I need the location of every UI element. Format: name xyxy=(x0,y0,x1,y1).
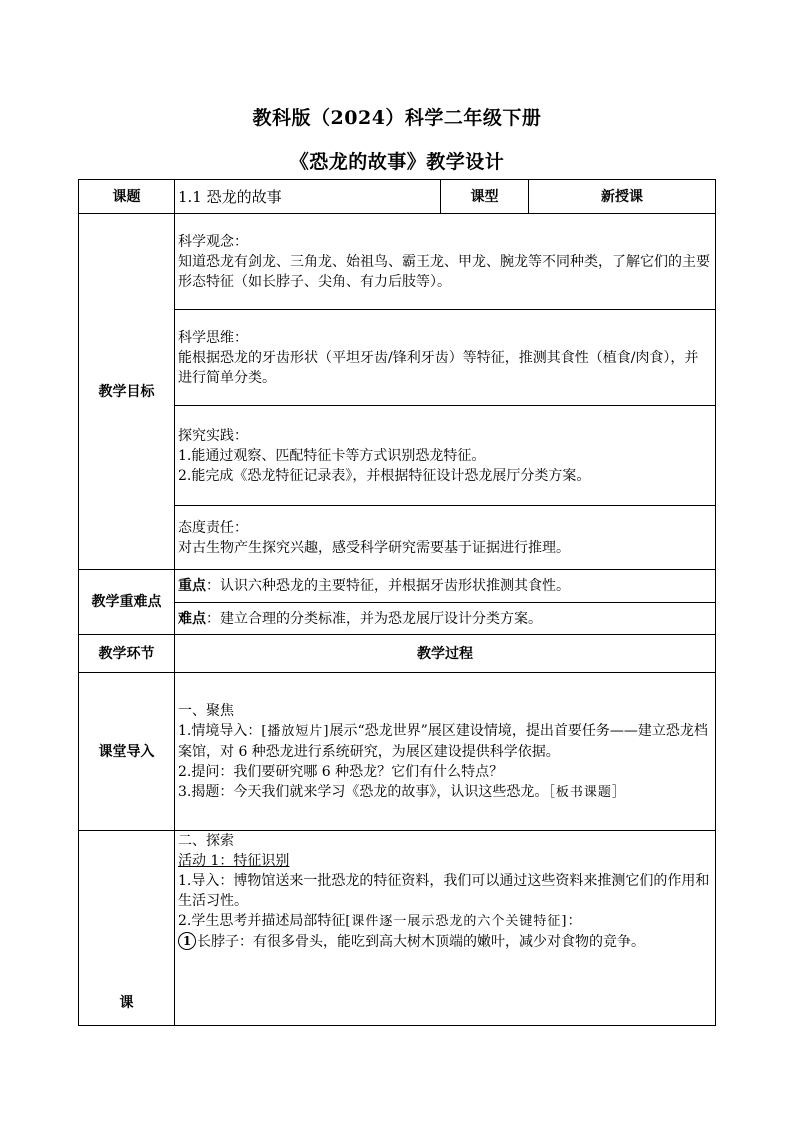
intro-content xyxy=(175,673,716,831)
intro-heading: 一、聚焦 xyxy=(178,702,234,719)
objective-row-practice xyxy=(79,406,716,506)
topic-label: 课题 xyxy=(79,180,175,214)
objective-row-attitude xyxy=(79,506,716,570)
circled-number-icon: 1 xyxy=(178,932,196,950)
key-point-text: ：认识六种恐龙的主要特征，并根据牙齿形状推测其食性。 xyxy=(206,578,570,594)
key-point-prefix: 重点 xyxy=(178,578,206,594)
objective-heading: 科学观念： xyxy=(178,233,248,250)
objective-line: 2.能完成《恐龙特征记录表》，并根据特征设计恐龙展厅分类方案。 xyxy=(178,467,591,484)
objectives-label: 教学目标 xyxy=(79,214,175,570)
difficulty-row xyxy=(79,603,716,635)
objective-heading: 态度责任： xyxy=(178,519,248,536)
intro-item-3 xyxy=(178,782,712,803)
objective-heading: 科学思维： xyxy=(178,329,248,346)
explore-item-1: 1.导入：博物馆送来一批恐龙的特征资料，我们可以通过这些资料来推测它们的作用和生活习性。 xyxy=(178,873,710,909)
intro-item-1-prefix: 1.情境导入： xyxy=(178,722,262,739)
intro-row xyxy=(79,673,716,831)
explore-content xyxy=(175,831,716,1026)
objective-attitude xyxy=(175,506,716,570)
key-points-label: 教学重难点 xyxy=(79,570,175,635)
difficulty-text: ：建立合理的分类标准，并为恐龙展厅设计分类方案。 xyxy=(206,610,542,627)
intro-item-3-text: 3.揭题：今天我们就来学习《恐龙的故事》，认识这些恐龙。 xyxy=(178,783,549,800)
process-header-row xyxy=(79,635,716,673)
objective-line: 知道恐龙有剑龙、三角龙、始祖鸟、霸王龙、甲龙、腕龙等不同种类，了解它们的主要形态特征（如长脖子、尖角、有力后肢等）。 xyxy=(178,253,710,290)
intro-item-3-note: ［板书课题］ xyxy=(548,784,626,800)
topic-row xyxy=(79,180,716,214)
stage-label: 教学环节 xyxy=(79,635,175,673)
explore-item-3 xyxy=(178,932,712,952)
difficulty-point xyxy=(175,603,716,635)
explore-row xyxy=(79,831,716,1026)
objective-line: 1.能通过观察、匹配特征卡等方式识别恐龙特征。 xyxy=(178,447,486,464)
objective-concept xyxy=(175,214,716,310)
document-subtitle: 《恐龙的故事》教学设计 xyxy=(289,151,505,173)
objective-heading: 探究实践： xyxy=(178,427,248,444)
process-label: 教学过程 xyxy=(175,635,716,673)
objective-line: 对古生物产生探究兴趣，感受科学研究需要基于证据进行推理。 xyxy=(178,539,570,556)
type-label: 课型 xyxy=(441,180,529,214)
objective-practice xyxy=(175,406,716,506)
intro-item-1-text: 展示“恐龙世界”展区建设情境，提出首要任务——建立恐龙档案馆，对 6 种恐龙进行系统研究，为展区建设提供科学依据。 xyxy=(178,722,708,760)
explore-item-3-text: 长脖子：有很多骨头，能吃到高大树木顶端的嫩叶，减少对食物的竞争。 xyxy=(197,934,645,950)
intro-item-1-note: [播放短片] xyxy=(261,723,330,739)
lesson-plan-table xyxy=(78,179,716,1026)
intro-item-2: 2.提问：我们要研究哪 6 种恐龙？它们有什么特点？ xyxy=(178,763,504,780)
document-title: 教科版（2024）科学二年级下册 xyxy=(252,107,542,129)
objective-thinking xyxy=(175,310,716,406)
explore-item-2-tail: ： xyxy=(567,913,582,929)
key-point xyxy=(175,570,716,603)
activity-title: 活动 1：特征识别 xyxy=(178,853,290,869)
intro-label: 课堂导入 xyxy=(79,673,175,831)
objective-row-thinking xyxy=(79,310,716,406)
intro-item-1 xyxy=(178,721,712,762)
objective-row-concept xyxy=(79,214,716,310)
topic-value: 1.1 恐龙的故事 xyxy=(175,180,441,214)
type-value: 新授课 xyxy=(529,180,716,214)
key-point-row xyxy=(79,570,716,603)
explore-item-2 xyxy=(178,911,712,932)
objective-line: 能根据恐龙的牙齿形状（平坦牙齿/锋利牙齿）等特征，推测其食性（植食/肉食），并进行简单分类。 xyxy=(178,349,699,386)
explore-label: 课 xyxy=(79,831,175,1026)
explore-item-2-note: [课件逐一展示恐龙的六个关键特征] xyxy=(345,914,568,929)
explore-heading: 二、探索 xyxy=(178,833,234,849)
difficulty-prefix: 难点 xyxy=(178,610,206,627)
explore-item-2-text: 2.学生思考并描述局部特征 xyxy=(178,913,346,929)
